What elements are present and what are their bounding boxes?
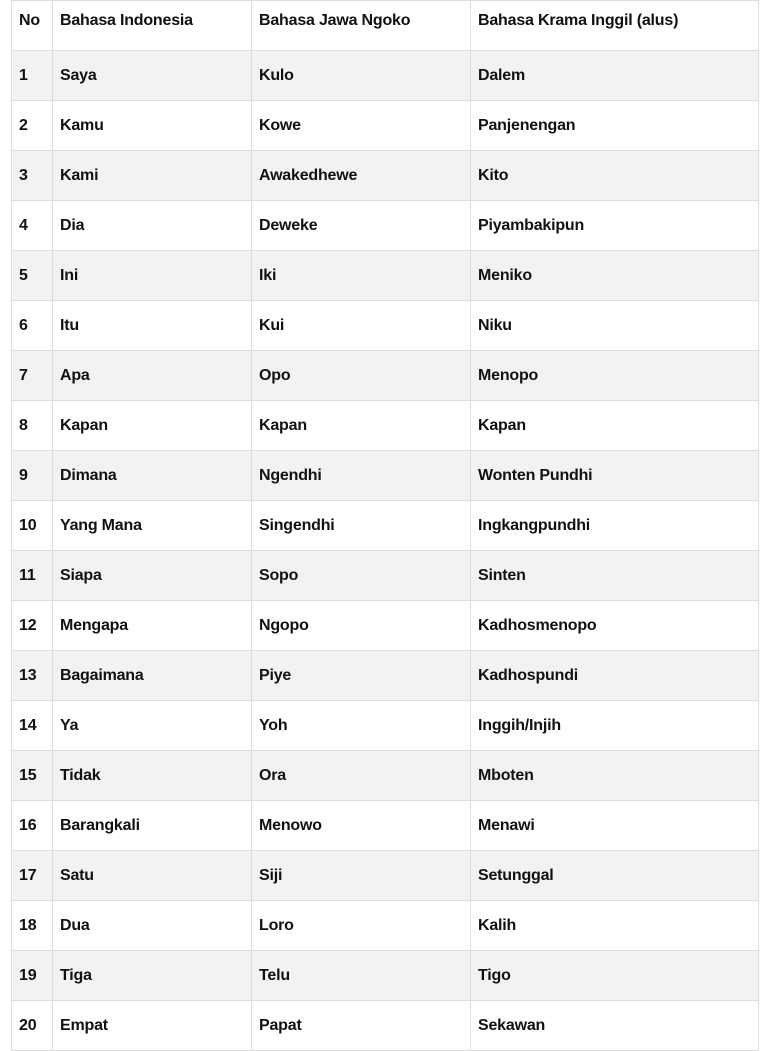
cell-bahasa-indonesia: Siapa (53, 551, 252, 601)
table-row (12, 251, 759, 301)
cell-bahasa-krama-inggil: Kadhosmenopo (471, 601, 759, 651)
cell-bahasa-jawa-ngoko: Telu (252, 951, 471, 1001)
cell-bahasa-indonesia: Satu (53, 851, 252, 901)
cell-bahasa-jawa-ngoko: Loro (252, 901, 471, 951)
table-row (12, 601, 759, 651)
cell-bahasa-krama-inggil: Menawi (471, 801, 759, 851)
cell-bahasa-krama-inggil: Dalem (471, 51, 759, 101)
cell-no: 2 (12, 101, 53, 151)
cell-bahasa-indonesia: Barangkali (53, 801, 252, 851)
cell-no: 4 (12, 201, 53, 251)
cell-bahasa-krama-inggil: Piyambakipun (471, 201, 759, 251)
cell-no: 3 (12, 151, 53, 201)
cell-bahasa-jawa-ngoko: Opo (252, 351, 471, 401)
cell-bahasa-jawa-ngoko: Ora (252, 751, 471, 801)
cell-bahasa-jawa-ngoko: Singendhi (252, 501, 471, 551)
table-row (12, 501, 759, 551)
cell-bahasa-indonesia: Tiga (53, 951, 252, 1001)
table-row (12, 851, 759, 901)
cell-bahasa-jawa-ngoko: Kowe (252, 101, 471, 151)
table-row (12, 651, 759, 701)
cell-bahasa-jawa-ngoko: Kulo (252, 51, 471, 101)
cell-bahasa-indonesia: Empat (53, 1001, 252, 1051)
table-row (12, 301, 759, 351)
table-row (12, 101, 759, 151)
table-row (12, 551, 759, 601)
cell-bahasa-indonesia: Kami (53, 151, 252, 201)
table-row (12, 351, 759, 401)
cell-bahasa-jawa-ngoko: Yoh (252, 701, 471, 751)
cell-no: 14 (12, 701, 53, 751)
table-row (12, 951, 759, 1001)
cell-no: 7 (12, 351, 53, 401)
header-no: No (12, 1, 53, 51)
cell-bahasa-krama-inggil: Menopo (471, 351, 759, 401)
cell-no: 10 (12, 501, 53, 551)
cell-no: 16 (12, 801, 53, 851)
cell-bahasa-jawa-ngoko: Iki (252, 251, 471, 301)
cell-no: 9 (12, 451, 53, 501)
cell-bahasa-jawa-ngoko: Awakedhewe (252, 151, 471, 201)
cell-bahasa-jawa-ngoko: Kapan (252, 401, 471, 451)
cell-bahasa-krama-inggil: Sinten (471, 551, 759, 601)
cell-bahasa-jawa-ngoko: Papat (252, 1001, 471, 1051)
cell-no: 18 (12, 901, 53, 951)
cell-bahasa-krama-inggil: Ingkangpundhi (471, 501, 759, 551)
cell-bahasa-krama-inggil: Wonten Pundhi (471, 451, 759, 501)
cell-bahasa-krama-inggil: Tigo (471, 951, 759, 1001)
header-bahasa-krama-inggil: Bahasa Krama Inggil (alus) (471, 1, 759, 51)
cell-no: 19 (12, 951, 53, 1001)
cell-bahasa-jawa-ngoko: Sopo (252, 551, 471, 601)
cell-bahasa-krama-inggil: Kalih (471, 901, 759, 951)
cell-no: 17 (12, 851, 53, 901)
table-row (12, 151, 759, 201)
cell-bahasa-indonesia: Itu (53, 301, 252, 351)
table-row (12, 451, 759, 501)
cell-bahasa-krama-inggil: Setunggal (471, 851, 759, 901)
cell-bahasa-indonesia: Mengapa (53, 601, 252, 651)
cell-no: 11 (12, 551, 53, 601)
cell-bahasa-indonesia: Yang Mana (53, 501, 252, 551)
cell-bahasa-jawa-ngoko: Piye (252, 651, 471, 701)
table-row (12, 401, 759, 451)
cell-bahasa-jawa-ngoko: Siji (252, 851, 471, 901)
cell-bahasa-indonesia: Bagaimana (53, 651, 252, 701)
table-row (12, 901, 759, 951)
table-row (12, 1001, 759, 1051)
table-row (12, 201, 759, 251)
header-bahasa-jawa-ngoko: Bahasa Jawa Ngoko (252, 1, 471, 51)
cell-bahasa-krama-inggil: Niku (471, 301, 759, 351)
cell-bahasa-indonesia: Saya (53, 51, 252, 101)
cell-bahasa-indonesia: Apa (53, 351, 252, 401)
table-body (12, 51, 759, 1051)
cell-no: 8 (12, 401, 53, 451)
cell-bahasa-krama-inggil: Sekawan (471, 1001, 759, 1051)
cell-bahasa-krama-inggil: Kadhospundi (471, 651, 759, 701)
cell-bahasa-indonesia: Kapan (53, 401, 252, 451)
table-row (12, 751, 759, 801)
table-row (12, 701, 759, 751)
cell-bahasa-indonesia: Tidak (53, 751, 252, 801)
cell-bahasa-jawa-ngoko: Ngopo (252, 601, 471, 651)
cell-bahasa-indonesia: Ya (53, 701, 252, 751)
cell-bahasa-krama-inggil: Mboten (471, 751, 759, 801)
cell-bahasa-jawa-ngoko: Menowo (252, 801, 471, 851)
cell-no: 12 (12, 601, 53, 651)
cell-bahasa-krama-inggil: Panjenengan (471, 101, 759, 151)
cell-bahasa-jawa-ngoko: Deweke (252, 201, 471, 251)
cell-no: 13 (12, 651, 53, 701)
vocabulary-table (11, 0, 759, 1051)
cell-bahasa-krama-inggil: Kapan (471, 401, 759, 451)
cell-bahasa-jawa-ngoko: Kui (252, 301, 471, 351)
cell-bahasa-krama-inggil: Inggih/Injih (471, 701, 759, 751)
cell-bahasa-krama-inggil: Kito (471, 151, 759, 201)
cell-no: 5 (12, 251, 53, 301)
header-bahasa-indonesia: Bahasa Indonesia (53, 1, 252, 51)
cell-no: 1 (12, 51, 53, 101)
cell-bahasa-indonesia: Dia (53, 201, 252, 251)
table-header-row (12, 1, 759, 51)
cell-bahasa-jawa-ngoko: Ngendhi (252, 451, 471, 501)
cell-no: 20 (12, 1001, 53, 1051)
cell-bahasa-indonesia: Ini (53, 251, 252, 301)
cell-bahasa-indonesia: Kamu (53, 101, 252, 151)
cell-bahasa-krama-inggil: Meniko (471, 251, 759, 301)
table-row (12, 51, 759, 101)
cell-bahasa-indonesia: Dua (53, 901, 252, 951)
table-row (12, 801, 759, 851)
cell-no: 6 (12, 301, 53, 351)
cell-bahasa-indonesia: Dimana (53, 451, 252, 501)
cell-no: 15 (12, 751, 53, 801)
